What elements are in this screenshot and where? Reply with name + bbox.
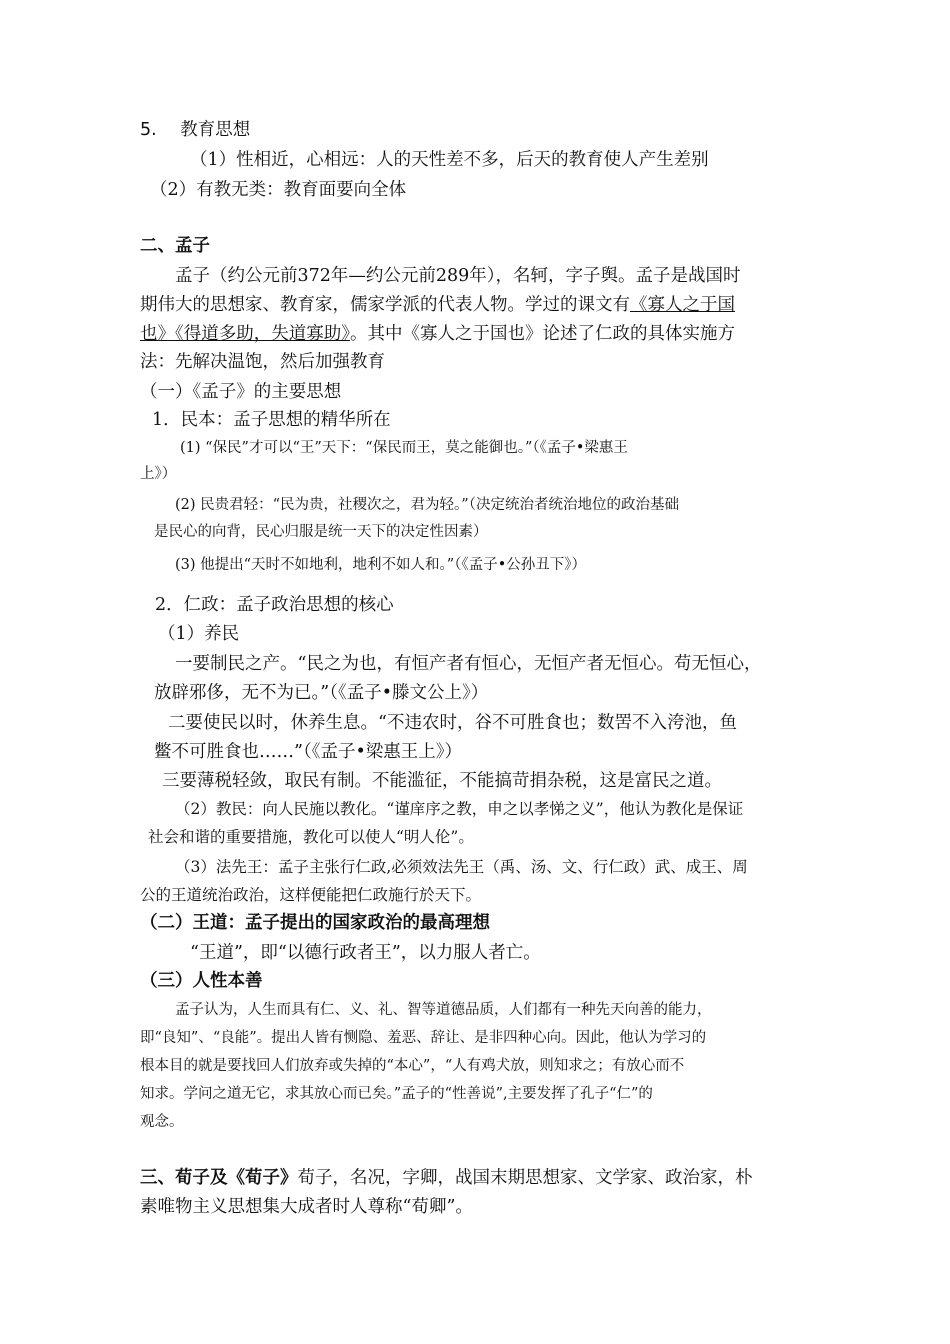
text-title-link: 也》《得道多助，失道寡助》 (140, 324, 350, 344)
subsection-3-line-3: 根本目的就是要找回人们放弃或失掉的“本心”，“人有鸡犬放，则知求之；有放心而不 (140, 1058, 685, 1074)
section-number: 5. (140, 120, 157, 140)
point-1-item-1-line-2: 上》） (140, 466, 177, 482)
intro-text: 。其中《寡人之于国也》论述了仁政的具体实施方 (350, 324, 735, 344)
point-2-a-line-1: 一要制民之产。“民之为也，有恒产者有恒心，无恒产者无恒心。苟无恒心， (175, 654, 762, 674)
xunzi-line-2: 素唯物主义思想集大成者时人尊称“荀卿”。 (140, 1197, 473, 1217)
point-2-c: 三要薄税轻敛，取民有制。不能滥征，不能搞苛捐杂税，这是富民之道。 (162, 771, 722, 791)
point-1-item-2-line-1: (2) 民贵君轻：“民为贵，社稷次之，君为轻。”（决定统治者统治地位的政治基础 (175, 497, 679, 513)
point-2-a-line-2: 放辟邪侈，无不为已。”（《孟子•滕文公上》） (154, 683, 489, 703)
subsection-3-line-5: 观念。 (140, 1114, 184, 1130)
point-2-item-2-line-1: （2）教民：向人民施以教化。“谨庠序之教，申之以孝悌之义”，他认为教化是保证 (175, 800, 744, 818)
education-item-1: （1）性相近，心相远：人的天性差不多，后天的教育使人产生差别 (190, 150, 709, 170)
point-2-item-2-line-2: 社会和谐的重要措施，教化可以使人“明人伦”。 (148, 828, 474, 846)
subsection-2-body: “王道”，即“以德行政者王”，以力服人者亡。 (190, 943, 541, 963)
xunzi-intro-text: 荀子，名况，字卿，战国末期思想家、文学家、政治家，朴 (297, 1168, 753, 1188)
mencius-intro-line-4: 法：先解决温饱，然后加强教育 (140, 352, 385, 372)
point-2-title: 2．仁政：孟子政治思想的核心 (155, 595, 394, 615)
point-2-item-3-line-1: （3）法先王：孟子主张行仁政,必须效法先王（禹、汤、文、行仁政）武、成王、周 (175, 858, 748, 876)
point-1-title: 1．民本：孟子思想的精华所在 (152, 410, 391, 430)
section-5-heading (140, 116, 250, 141)
xunzi-line-1 (140, 1164, 753, 1189)
mencius-intro-line-1: 孟子（约公元前372年—约公元前289年），名轲，字子舆。孟子是战国时 (175, 266, 741, 286)
point-1-item-3: (3) 他提出“天时不如地利，地利不如人和。”（《孟子•公孙丑下》） (175, 557, 587, 573)
mencius-intro-line-3 (140, 320, 735, 345)
section-title: 教育思想 (180, 120, 251, 140)
point-2-b-line-2: 鳖不可胜食也……”（《孟子•梁惠王上》） (154, 742, 463, 762)
intro-text: 期伟大的思想家、教育家，儒家学派的代表人物。学过的课文有 (140, 295, 630, 315)
subsection-3-line-1: 孟子认为，人生而具有仁、义、礼、智等道德品质，人们都有一种先天向善的能力， (175, 1002, 712, 1018)
xunzi-heading: 三、荀子及《荀子》 (140, 1168, 298, 1188)
point-1-item-1-line-1: (1) “保民”才可以“王”天下：“保民而王，莫之能御也。”（《孟子•梁惠王 (180, 440, 628, 456)
point-1-item-2-line-2: 是民心的向背，民心归服是统一天下的决定性因素） (154, 524, 488, 540)
subsection-1-title: （一）《孟子》的主要思想 (140, 382, 342, 402)
subsection-2-title: （二）王道：孟子提出的国家政治的最高理想 (140, 913, 490, 933)
mencius-intro-line-2 (140, 291, 735, 316)
education-item-2: （2）有教无类：教育面要向全体 (150, 180, 407, 200)
point-2-item-1: （1）养民 (158, 624, 240, 644)
subsection-3-line-4: 知求。学问之道无它，求其放心而已矣。”孟子的“性善说”,主要发挥了孔子“仁”的 (140, 1086, 653, 1102)
mencius-heading: 二、孟子 (140, 236, 210, 256)
point-2-item-3-line-2: 公的王道统治政治，这样便能把仁政施行於天下。 (140, 886, 482, 904)
subsection-3-title: （三）人性本善 (140, 971, 263, 991)
text-title-link: 《寡人之于国 (630, 295, 735, 315)
point-2-b-line-1: 二要使民以时，休养生息。“不违农时，谷不可胜食也；数罟不入洿池，鱼 (168, 713, 737, 733)
subsection-3-line-2: 即“良知”、“良能”。提出人皆有恻隐、羞恶、辞让、是非四种心向。因此，他认为学习的 (140, 1030, 707, 1046)
